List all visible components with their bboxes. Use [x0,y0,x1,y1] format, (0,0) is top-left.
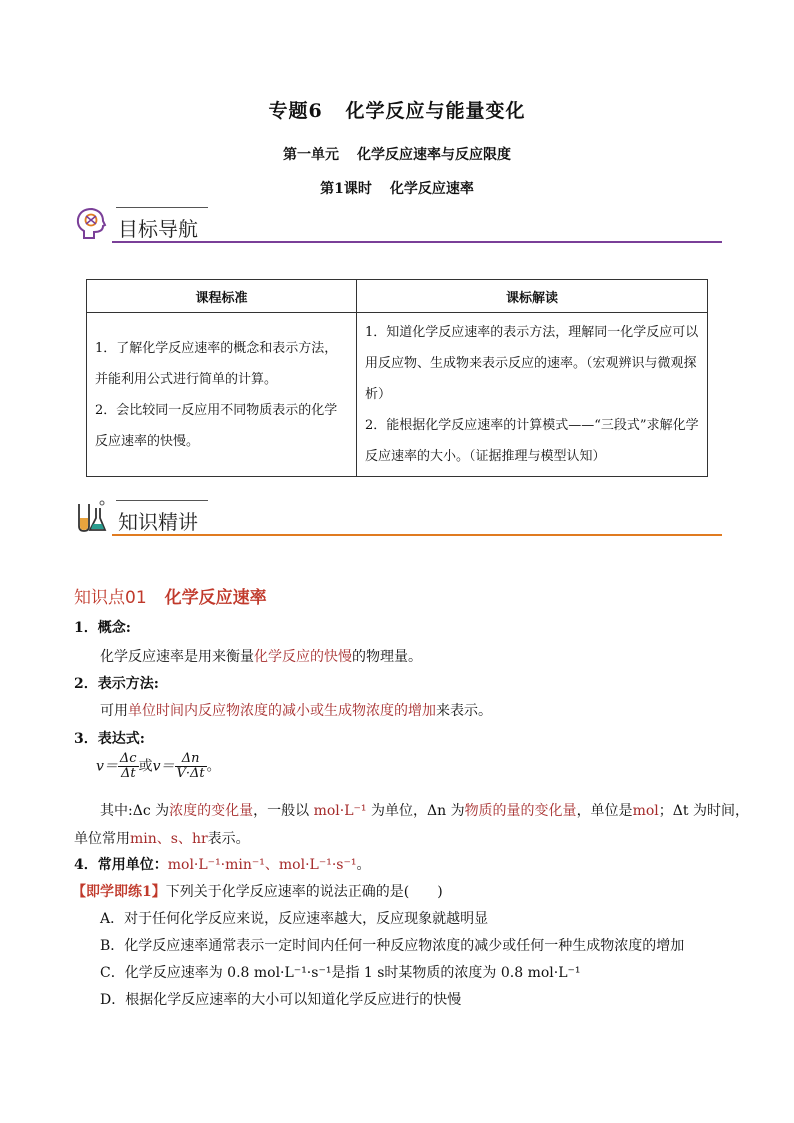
exercise-question: 【即学即练1】下列关于化学反应速率的说法正确的是( ) [72,884,443,900]
section-label: 知识精讲 [118,510,198,534]
standard-cell [87,313,357,477]
standards-table [86,279,708,477]
section-header-goals [72,205,722,245]
interpretation-item: 2．能根据化学反应速率的计算模式——“三段式”求解化学反应速率的大小。（证据推理与模型认知） [365,418,699,464]
knowledge-point-title: 知识点01 化学反应速率 [74,588,267,608]
exercise-tag: 【即学即练1】 [72,884,166,900]
unit-title: 第一单元 化学反应速率与反应限度 [283,147,511,163]
interpretation-cell [357,313,708,477]
page-title: 专题6 化学反应与能量变化 [268,100,526,122]
concept-heading: 1．概念: [74,620,131,636]
standard-item: 1．了解化学反应速率的概念和表示方法，并能利用公式进行简单的计算。 [95,340,338,387]
formula-explanation-cont: 单位常用min、s、hr表示。 [74,831,250,847]
common-units: 4．常用单位：mol·L⁻¹·min⁻¹、mol·L⁻¹·s⁻¹。 [74,857,371,873]
exercise-option-b: B．化学反应速率通常表示一定时间内任何一种反应物浓度的减少或任何一种生成物浓度的增加 [100,938,685,954]
interpretation-item: 1．知道化学反应速率的表示方法，理解同一化学反应可以用反应物、生成物来表示反应的速率。（宏观辨识与微观探析） [365,325,699,402]
concept-text: 化学反应速率是用来衡量化学反应的快慢的物理量。 [100,649,422,665]
exercise-option-d: D．根据化学反应速率的大小可以知道化学反应进行的快慢 [100,992,462,1008]
exercise-option-c: C．化学反应速率为 0.8 mol·L⁻¹·s⁻¹是指 1 s时某物质的浓度为 0.8 mol·L⁻¹ [100,965,581,981]
formula-explanation: 其中:Δc 为浓度的变化量，一般以 mol·L⁻¹ 为单位，Δn 为物质的量的变化量，单位是mol；Δt 为时间， [100,803,749,819]
lab-flask-icon [72,498,108,534]
section-header-knowledge [72,498,722,538]
table-header-standard: 课程标准 [87,280,357,313]
exercise-option-a: A．对于任何化学反应来说，反应速率越大，反应现象就越明显 [100,911,489,927]
expression-heading: 3．表达式: [74,731,145,747]
section-label: 目标导航 [118,217,198,241]
table-header-interpretation: 课标解读 [357,280,708,313]
head-brain-icon [72,205,108,241]
representation-text: 可用单位时间内反应物浓度的减小或生成物浓度的增加来表示。 [100,703,492,719]
lesson-title: 第1课时 化学反应速率 [320,181,474,197]
representation-heading: 2．表示方法: [74,676,159,692]
rate-formula: v＝ $\frac{\Delta c}{\Delta t}$ 或v＝ $\frac{\Delta n}{V\cdot\Delta t}$ 。 [96,751,221,781]
standard-item: 2．会比较同一反应用不同物质表示的化学反应速率的快慢。 [95,402,338,449]
